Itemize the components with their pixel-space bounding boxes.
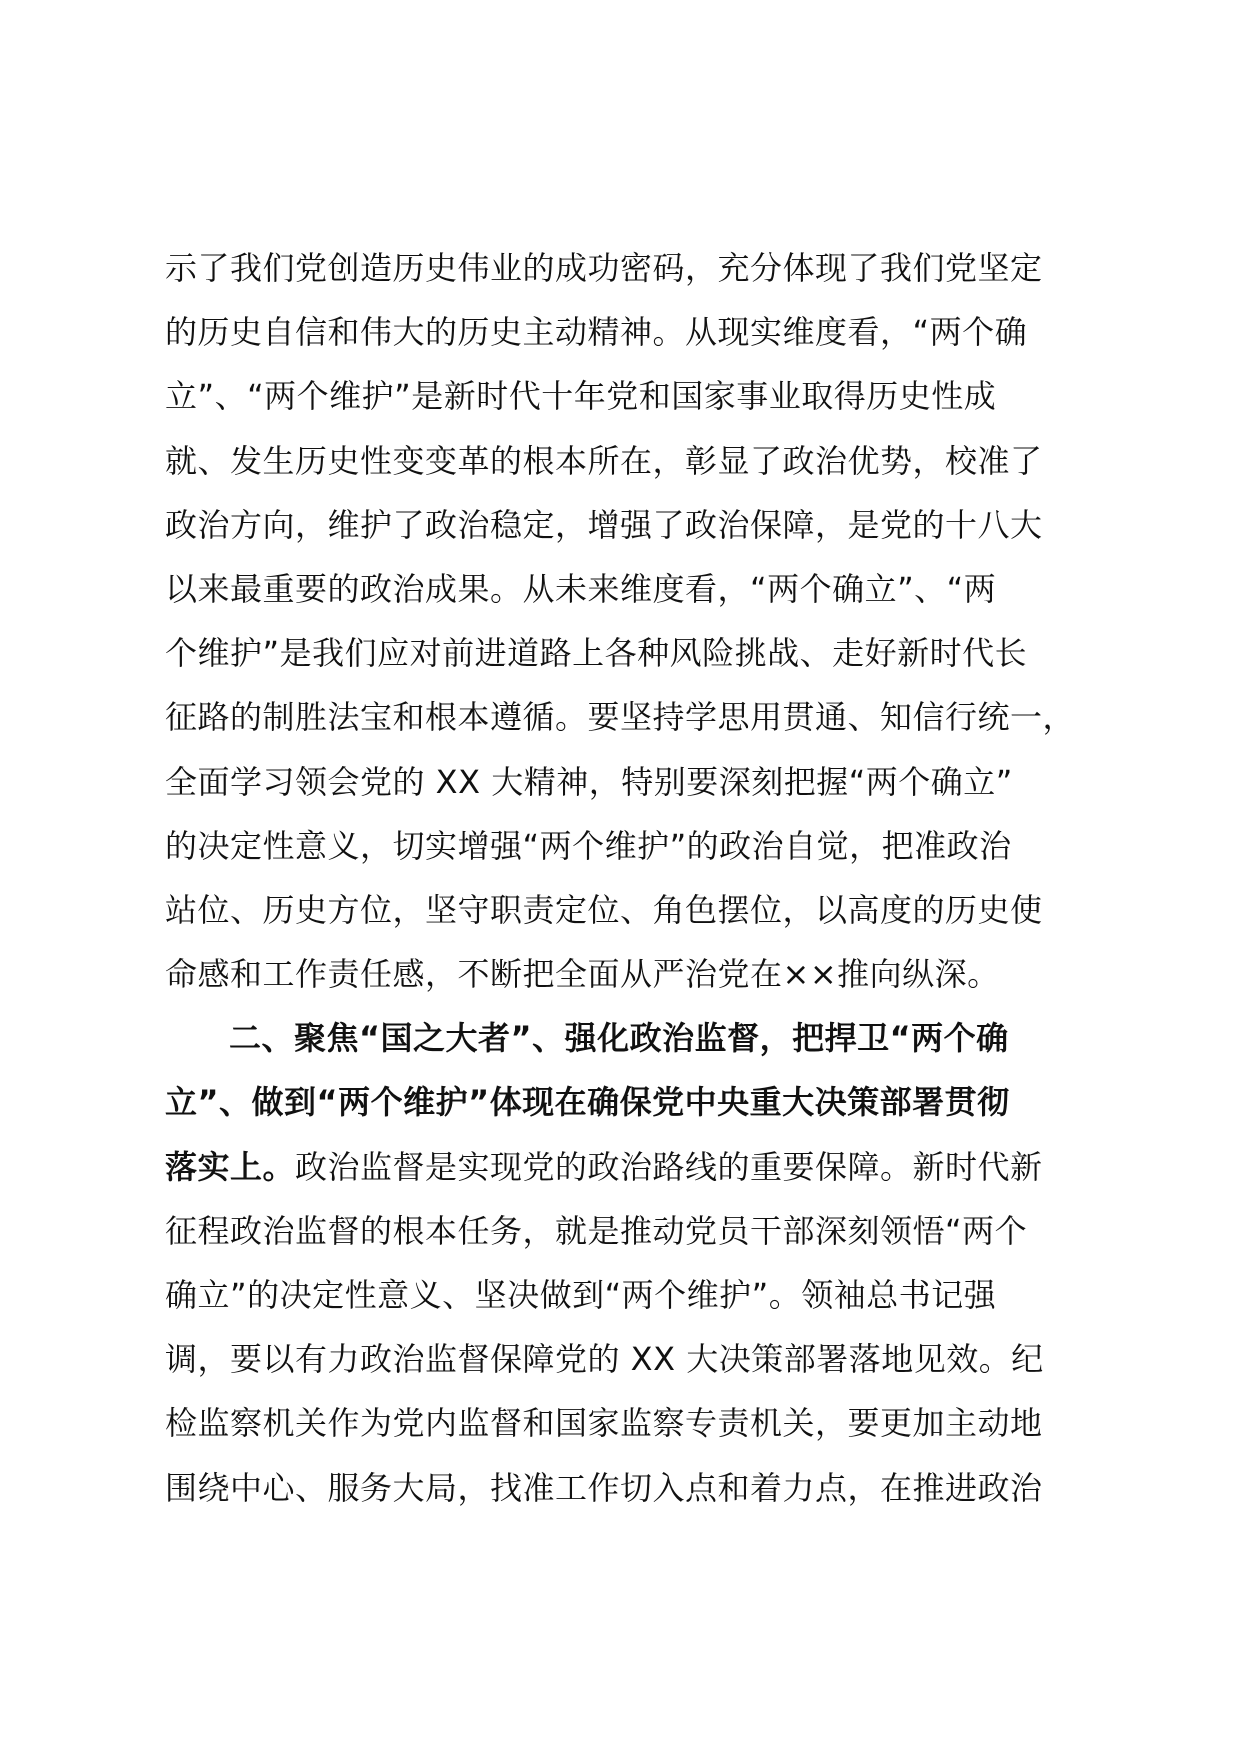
- section-heading-line: 二、聚焦“国之大者”、强化政治监督，把捍卫“两个确: [229, 1019, 1009, 1058]
- body-line: 就、发生历史性变变革的根本所在，彰显了政治优势，校准了: [165, 441, 1043, 480]
- body-line: 征路的制胜法宝和根本遵循。要坚持学思用贯通、知信行统一，: [165, 698, 1076, 737]
- body-line: 检监察机关作为党内监督和国家监察专责机关，要更加主动地: [165, 1404, 1043, 1443]
- body-line: 的决定性意义，切实增强“两个维护”的政治自觉，把准政治: [165, 826, 1012, 865]
- body-line: 的历史自信和伟大的历史主动精神。从现实维度看，“两个确: [165, 313, 1028, 352]
- body-line: 围绕中心、服务大局，找准工作切入点和着力点，在推进政治: [165, 1468, 1043, 1507]
- body-line: 示了我们党创造历史伟业的成功密码，充分体现了我们党坚定: [165, 249, 1043, 287]
- body-line: 以来最重要的政治成果。从未来维度看，“两个确立”、“两: [165, 569, 997, 608]
- body-line: 调，要以有力政治监督保障党的 XX 大决策部署落地见效。纪: [165, 1340, 1044, 1379]
- section-heading-line: 立”、做到“两个维护”体现在确保党中央重大决策部署贯彻: [165, 1083, 1010, 1122]
- body-line: 站位、历史方位，坚守职责定位、角色摆位，以高度的历史使: [165, 890, 1043, 929]
- section-heading-end: 落实上。: [165, 1147, 296, 1186]
- mixed-line: [165, 1135, 1095, 1199]
- body-text: 政治监督是实现党的政治路线的重要保障。新时代新: [295, 1147, 1043, 1186]
- body-line: 征程政治监督的根本任务，就是推动党员干部深刻领悟“两个: [165, 1211, 1028, 1250]
- body-line: 个维护”是我们应对前进道路上各种风险挑战、走好新时代长: [165, 634, 1028, 673]
- body-line: 确立”的决定性意义、坚决做到“两个维护”。领袖总书记强: [165, 1276, 997, 1314]
- body-line: 立”、“两个维护”是新时代十年党和国家事业取得历史性成: [165, 377, 997, 416]
- body-line: 命感和工作责任感，不断把全面从严治党在××推向纵深。: [165, 955, 1000, 994]
- body-line: 全面学习领会党的 XX 大精神，特别要深刻把握“两个确立”: [165, 762, 1013, 801]
- body-line: 政治方向，维护了政治稳定，增强了政治保障，是党的十八大: [165, 505, 1043, 544]
- document-body: [165, 236, 1095, 1520]
